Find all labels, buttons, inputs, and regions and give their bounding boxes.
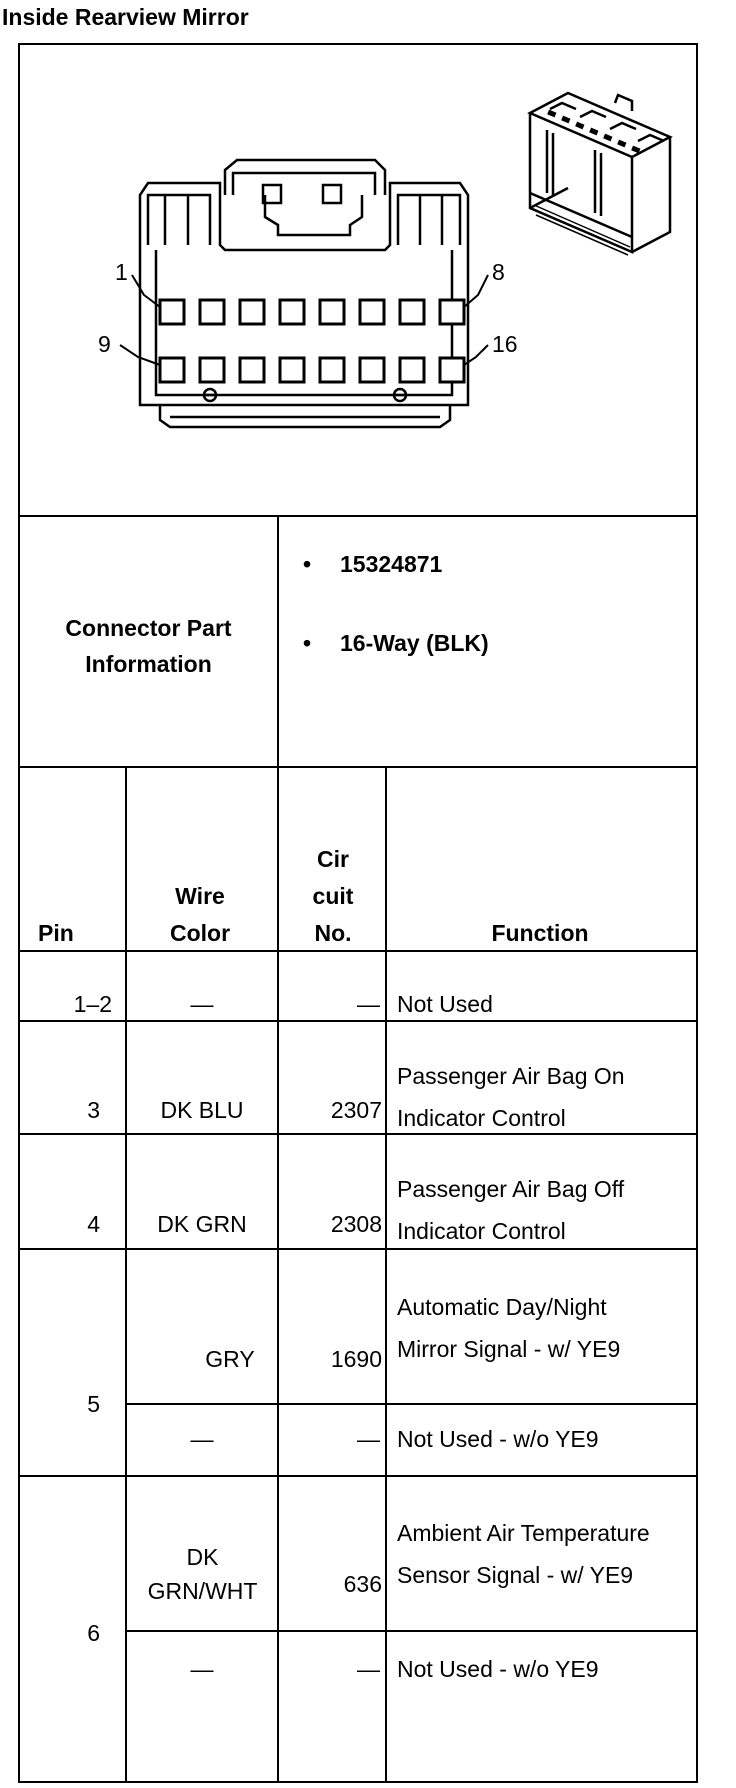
wire-color-cell: — xyxy=(190,1656,214,1682)
function-cell: Automatic Day/Night Mirror Signal - w/ YE9 xyxy=(397,1294,621,1362)
wire-color-cell: — xyxy=(190,991,214,1017)
pin-label-1: 1 xyxy=(115,259,128,285)
connector-diagram xyxy=(20,45,696,513)
pin-cavity xyxy=(280,358,304,382)
header-circuit-no: Cir cuit No. xyxy=(312,846,354,946)
pin-cavity xyxy=(400,358,424,382)
function-cell: Not Used - w/o YE9 xyxy=(397,1426,599,1452)
page-title: Inside Rearview Mirror xyxy=(2,4,249,30)
circuit-cell: — xyxy=(357,991,380,1017)
latch-outline xyxy=(225,160,385,195)
divider xyxy=(277,515,279,768)
wire-color-cell: DK GRN xyxy=(157,1211,247,1237)
bullet: • xyxy=(303,630,312,656)
pin-cavity xyxy=(200,358,224,382)
pin-cavity xyxy=(200,300,224,324)
pin-cavity xyxy=(440,358,464,382)
circuit-cell: 1690 xyxy=(330,1346,382,1372)
pin-cell: 3 xyxy=(87,1097,100,1123)
pin-cavity xyxy=(440,300,464,324)
pin-cavity xyxy=(240,358,264,382)
pin-cavity xyxy=(360,358,384,382)
divider xyxy=(125,1630,698,1632)
circuit-cell: — xyxy=(357,1656,380,1682)
function-cell: Ambient Air Temperature Sensor Signal - w/ YE9 xyxy=(397,1520,650,1588)
divider xyxy=(18,1475,698,1477)
wire-color-cell: — xyxy=(190,1426,214,1452)
header-pin: Pin xyxy=(38,920,74,946)
header-function: Function xyxy=(491,920,589,946)
circuit-cell: — xyxy=(357,1426,380,1452)
circuit-cell: 2308 xyxy=(330,1211,382,1237)
wire-color-cell: DK GRN/WHT xyxy=(147,1544,258,1604)
function-cell: Not Used - w/o YE9 xyxy=(397,1656,599,1682)
bullet: • xyxy=(303,551,312,577)
pin-cell: 4 xyxy=(87,1211,100,1237)
divider xyxy=(18,515,698,517)
function-cell: Passenger Air Bag Off Indicator Control xyxy=(397,1176,625,1244)
pin-cavity xyxy=(160,300,184,324)
pin-cell: 6 xyxy=(87,1620,100,1646)
pin-cell: 1–2 xyxy=(73,991,112,1017)
pin-cavity xyxy=(280,300,304,324)
wire-color-cell: GRY xyxy=(205,1346,255,1372)
part-number: 15324871 xyxy=(340,551,443,577)
circuit-cell: 2307 xyxy=(330,1097,382,1123)
pin-label-16: 16 xyxy=(492,331,518,357)
function-cell: Passenger Air Bag On Indicator Control xyxy=(397,1063,625,1131)
pin-label-8: 8 xyxy=(492,259,505,285)
connector-description: 16-Way (BLK) xyxy=(340,630,489,656)
pin-cavity xyxy=(240,300,264,324)
connector-3d-view xyxy=(530,93,670,255)
pin-cavity xyxy=(160,358,184,382)
header-wire-color: Wire Color xyxy=(169,883,231,946)
function-cell: Not Used xyxy=(397,991,493,1017)
pin-cavity xyxy=(320,300,344,324)
pin-cell: 5 xyxy=(87,1391,100,1417)
connector-info-label: Connector Part Information xyxy=(65,615,232,677)
divider xyxy=(18,766,698,768)
circuit-cell: 636 xyxy=(343,1571,382,1597)
pin-label-9: 9 xyxy=(98,331,111,357)
pin-cavity xyxy=(360,300,384,324)
divider xyxy=(125,1403,698,1405)
wire-color-cell: DK BLU xyxy=(160,1097,244,1123)
pin-cavity xyxy=(320,358,344,382)
pin-cavity xyxy=(400,300,424,324)
